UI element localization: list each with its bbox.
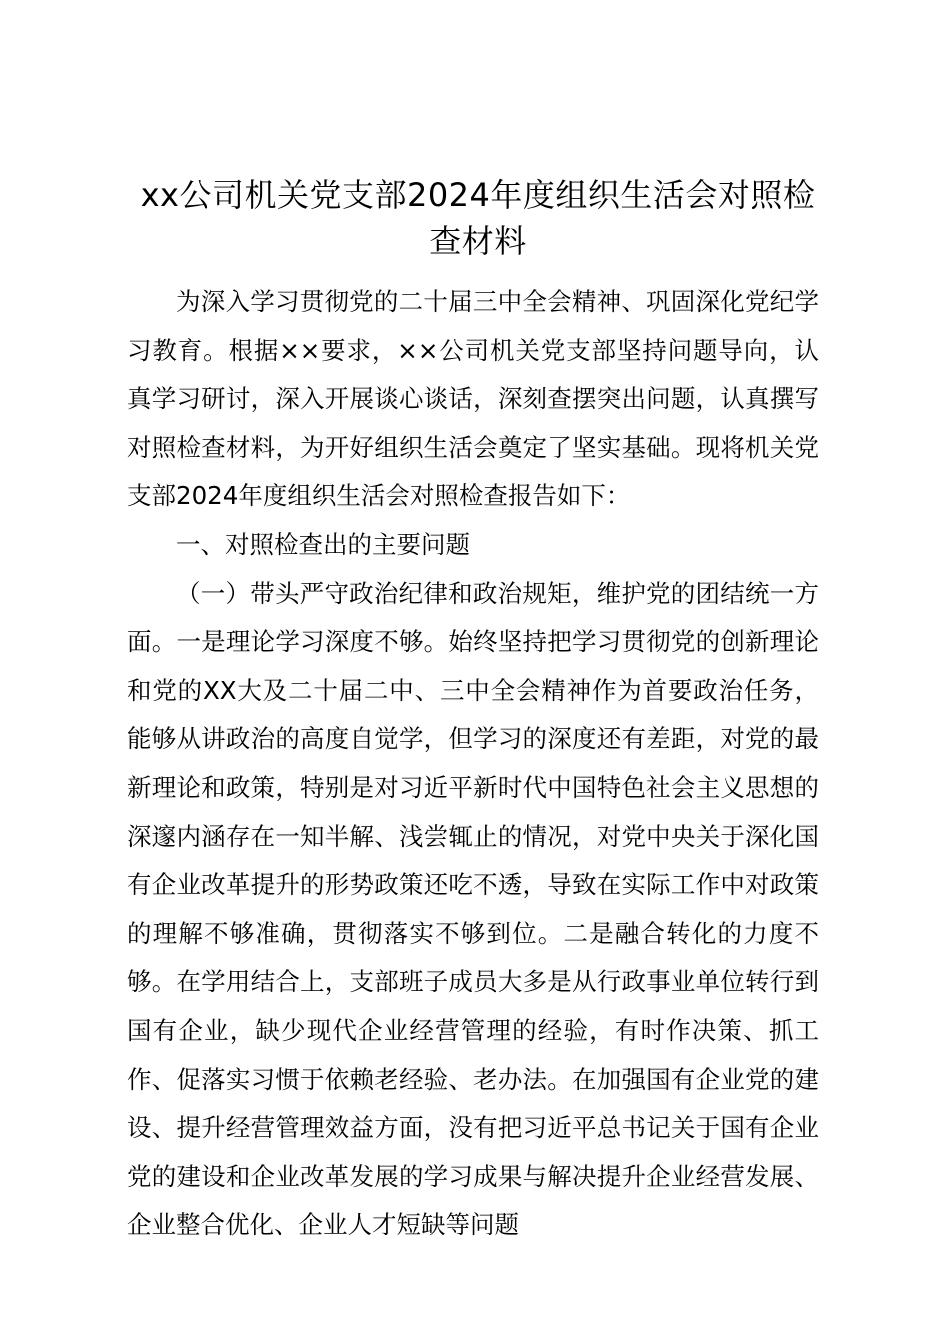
document-title: xx公司机关党支部2024年度组织生活会对照检查材料: [140, 176, 816, 260]
intro-paragraph: 为深入学习贯彻党的二十届三中全会精神、巩固深化党纪学习教育。根据××要求，××公司机关党支部坚持问题导向，认真学习研讨，深入开展谈心谈话，深刻查摆突出问题，认真撰写对照检查材料，为开好组织生活会奠定了坚实基础。现将机关党支部2024年度组织生活会对照检查报告如下：: [127, 287, 819, 511]
document-body: [127, 278, 819, 1250]
subsection-paragraph: （一）带头严守政治纪律和政治规矩，维护党的团结统一方面。一是理论学习深度不够。始终坚持把学习贯彻党的创新理论和党的XX大及二十届二中、三中全会精神作为首要政治任务，能够从讲政治的高度自觉学，但学习的深度还有差距，对党的最新理论和政策，特别是对习近平新时代中国特色社会主义思想的深邃内涵存在一知半解、浅尝辄止的情况，对党中央关于深化国有企业改革提升的形势政策还吃不透，导致在实际工作中对政策的理解不够准确，贯彻落实不够到位。二是融合转化的力度不够。在学用结合上，支部班子成员大多是从行政事业单位转行到国有企业，缺少现代企业经营管理的经验，有时作决策、抓工作、促落实习惯于依赖老经验、老办法。在加强国有企业党的建设、提升经营管理效益方面，没有把习近平总书记关于国有企业党的建设和企业改革发展的学习成果与解决提升企业经营发展、企业整合优化、企业人才短缺等问题: [127, 578, 819, 1240]
section-heading: 一、对照检查出的主要问题: [176, 529, 470, 559]
